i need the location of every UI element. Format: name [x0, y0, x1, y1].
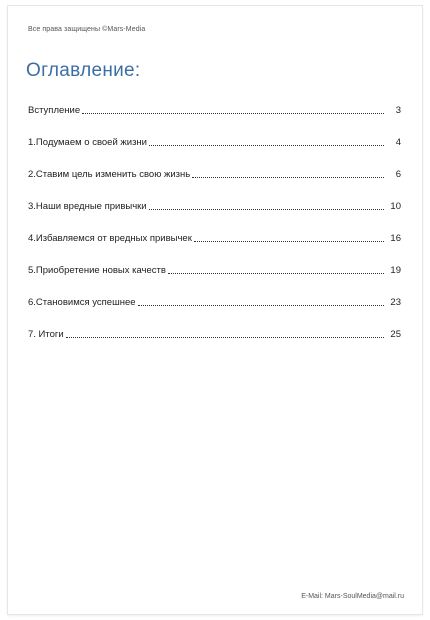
toc-dot-leader: [192, 177, 384, 178]
toc-dot-leader: [138, 305, 384, 306]
toc-entry[interactable]: [28, 86, 401, 118]
toc-entry[interactable]: [28, 214, 401, 246]
toc-entry-label: 3.Наши вредные привычки: [28, 201, 147, 212]
page-header: Все права защищены ©Mars-Media: [28, 26, 146, 33]
toc-entry[interactable]: [28, 278, 401, 310]
toc-entry-page: 19: [390, 265, 401, 276]
toc-dot-leader: [194, 241, 384, 242]
toc-entry-page: 3: [395, 105, 401, 116]
toc-entry-label: 2.Ставим цель изменить свою жизнь: [28, 169, 191, 180]
page-footer: E-Mail: Mars-SoulMedia@mail.ru: [301, 593, 404, 600]
toc-entry[interactable]: [28, 150, 401, 182]
toc-entry-page: 23: [390, 297, 401, 308]
toc-entry[interactable]: [28, 118, 401, 150]
document-page: [8, 6, 422, 614]
toc-entry-label: 5.Приобретение новых качеств: [28, 265, 166, 276]
toc-entry[interactable]: [28, 182, 401, 214]
toc-dot-leader: [168, 273, 384, 274]
toc-entry-page: 25: [390, 329, 401, 340]
toc-dot-leader: [66, 337, 384, 338]
toc-dot-leader: [149, 145, 384, 146]
toc-entry[interactable]: [28, 310, 401, 342]
toc-entry-page: 10: [390, 201, 401, 212]
toc-entry-label: 4.Избавляемся от вредных привычек: [28, 233, 192, 244]
toc-entry-page: 16: [390, 233, 401, 244]
toc-entry[interactable]: [28, 246, 401, 278]
toc-dot-leader: [149, 209, 384, 210]
toc-entry-label: 1.Подумаем о своей жизни: [28, 137, 147, 148]
toc-entry-page: 4: [395, 137, 401, 148]
table-of-contents: [28, 86, 401, 342]
toc-dot-leader: [82, 113, 384, 114]
toc-entry-page: 6: [395, 169, 401, 180]
toc-entry-label: 7. Итоги: [28, 329, 64, 340]
toc-title: Оглавление:: [26, 60, 141, 81]
toc-entry-label: 6.Становимся успешнее: [28, 297, 136, 308]
toc-entry-label: Вступление: [28, 105, 81, 116]
